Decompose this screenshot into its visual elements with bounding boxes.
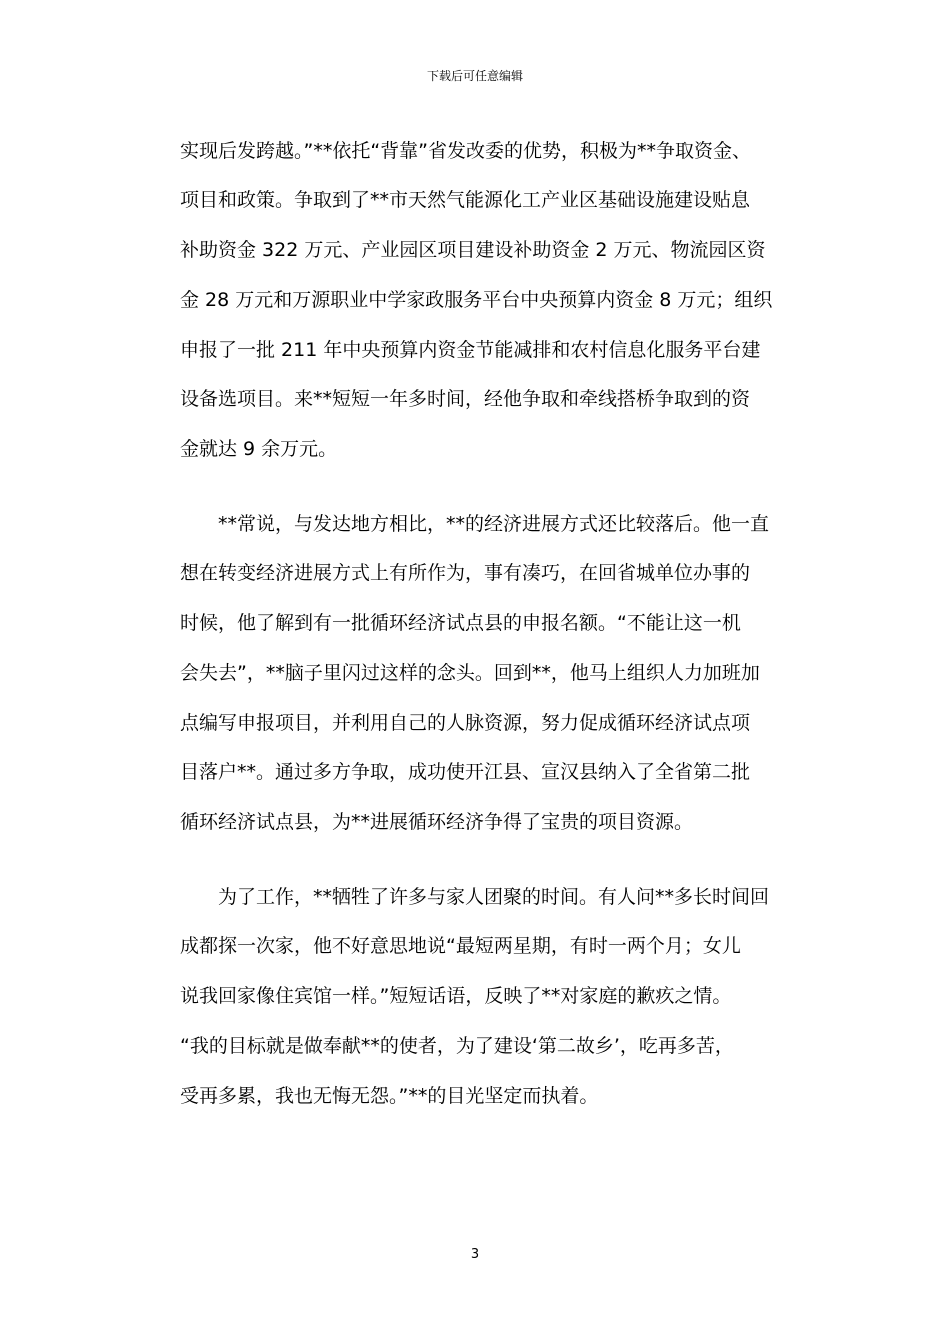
page-number: 3 xyxy=(470,1247,480,1262)
text-line: 实现后发跨越。”**依托“背靠”省发改委的优势，积极为**争取资金、 xyxy=(180,140,752,162)
text-line: 目落户**。通过多方争取，成功使开江县、宣汉县纳入了全省第二批 xyxy=(180,761,751,783)
text-line: “我的目标就是做奉献**的使者，为了建设‘第二故乡’，吃再多苦， xyxy=(180,1035,734,1057)
text-line: 设备选项目。来**短短一年多时间，经他争取和牵线搭桥争取到的资 xyxy=(180,388,751,410)
text-line: 点编写申报项目，并利用自己的人脉资源，努力促成循环经济试点项 xyxy=(180,712,751,734)
text-line: 会失去”，**脑子里闪过这样的念头。回到**，他马上组织人力加班加 xyxy=(180,662,760,684)
text-line: 申报了一批 211 年中央预算内资金节能减排和农村信息化服务平台建 xyxy=(180,339,761,361)
text-line: 成都探一次家，他不好意思地说“最短两星期，有时一两个月；女儿 xyxy=(180,935,741,957)
text-line: 说我回家像住宾馆一样。”短短话语，反映了**对家庭的歉疚之情。 xyxy=(180,985,732,1007)
text-line: 受再多累，我也无悔无怨。”**的目光坚定而执着。 xyxy=(180,1085,599,1107)
text-line: 补助资金 322 万元、产业园区项目建设补助资金 2 万元、物流园区资 xyxy=(180,239,766,261)
page-header: 下载后可任意编辑 xyxy=(426,69,523,83)
text-line: 时候，他了解到有一批循环经济试点县的申报名额。“不能让这一机 xyxy=(180,612,741,634)
text-line: 金 28 万元和万源职业中学家政服务平台中央预算内资金 8 万元；组织 xyxy=(180,289,773,311)
text-line: 循环经济试点县，为**进展循环经济争得了宝贵的项目资源。 xyxy=(180,811,694,833)
text-line: 为了工作，**牺牲了许多与家人团聚的时间。有人问**多长时间回 xyxy=(218,886,770,908)
text-line: 金就达 9 余万元。 xyxy=(180,438,338,460)
text-line: 想在转变经济进展方式上有所作为，事有凑巧，在回省城单位办事的 xyxy=(180,562,751,584)
text-line: **常说，与发达地方相比，**的经济进展方式还比较落后。他一直 xyxy=(218,513,770,535)
text-line: 项目和政策。争取到了**市天然气能源化工产业区基础设施建设贴息 xyxy=(180,189,751,211)
